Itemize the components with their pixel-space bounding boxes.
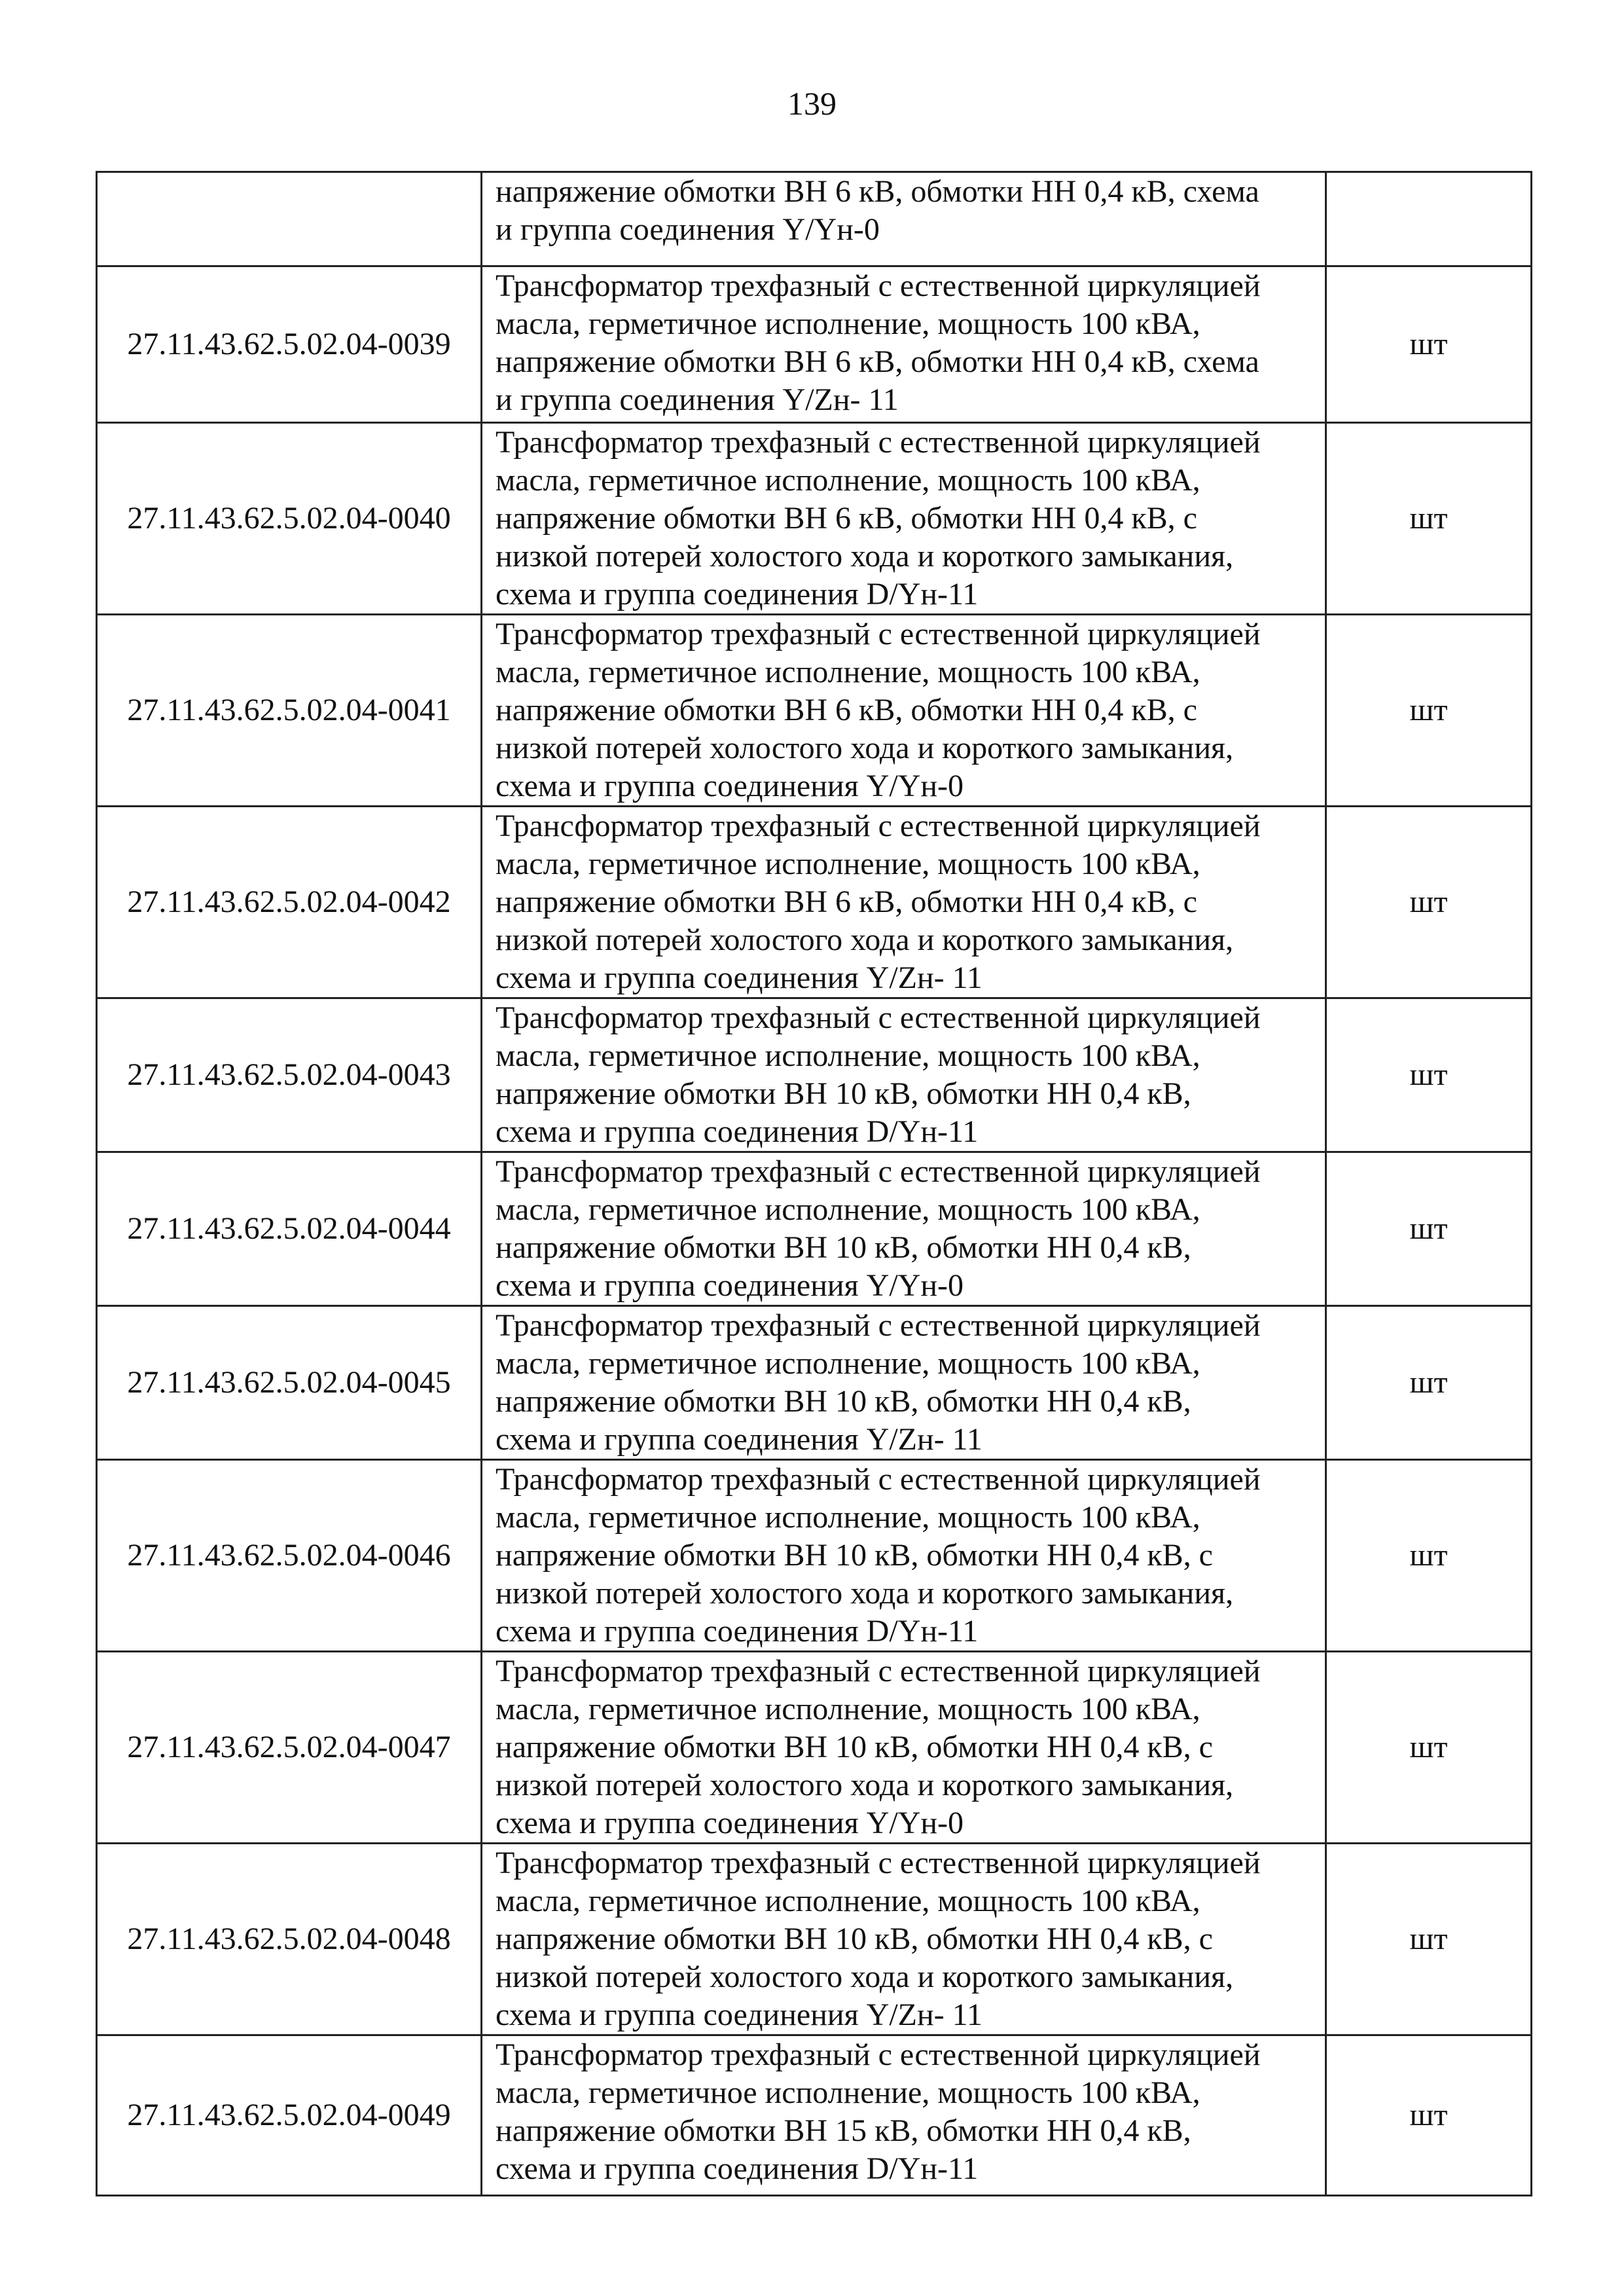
unit-cell: шт (1326, 1460, 1532, 1652)
table-row (97, 1652, 1532, 1844)
description-line: низкой потерей холостого хода и короткого замыкания, (496, 1959, 1234, 1994)
unit-cell (1326, 172, 1532, 266)
table-row (97, 423, 1532, 615)
code-cell: 27.11.43.62.5.02.04-0043 (97, 998, 482, 1152)
code-cell: 27.11.43.62.5.02.04-0042 (97, 807, 482, 998)
unit-cell: шт (1326, 807, 1532, 998)
description-cell (482, 423, 1326, 615)
spec-table-body (97, 172, 1532, 2196)
description-line: и группа соединения Y/Zн- 11 (496, 382, 899, 417)
description-line: схема и группа соединения Y/Zн- 11 (496, 1997, 983, 2032)
code-cell: 27.11.43.62.5.02.04-0039 (97, 266, 482, 423)
unit-cell: шт (1326, 1152, 1532, 1306)
description-line: масла, герметичное исполнение, мощность 100 кВА, (496, 655, 1200, 689)
description-cell (482, 807, 1326, 998)
description-line: напряжение обмотки ВН 15 кВ, обмотки НН 0,4 кВ, (496, 2113, 1191, 2148)
description-cell (482, 998, 1326, 1152)
code-cell: 27.11.43.62.5.02.04-0041 (97, 615, 482, 807)
description-line: схема и группа соединения Y/Yн-0 (496, 1806, 964, 1840)
description-line: схема и группа соединения Y/Yн-0 (496, 769, 964, 803)
description-cell (482, 2035, 1326, 2196)
description-line: напряжение обмотки ВН 10 кВ, обмотки НН 0,4 кВ, с (496, 1730, 1213, 1764)
unit-cell: шт (1326, 1306, 1532, 1460)
code-cell: 27.11.43.62.5.02.04-0047 (97, 1652, 482, 1844)
description-line: Трансформатор трехфазный с естественной циркуляцией (496, 1846, 1261, 1880)
spec-table (96, 171, 1532, 2196)
description-line: Трансформатор трехфазный с естественной циркуляцией (496, 268, 1261, 303)
description-line: масла, герметичное исполнение, мощность 100 кВА, (496, 1884, 1200, 1918)
page-number: 139 (787, 85, 837, 122)
unit-cell: шт (1326, 1844, 1532, 2035)
description-line: масла, герметичное исполнение, мощность 100 кВА, (496, 2075, 1200, 2110)
code-cell: 27.11.43.62.5.02.04-0040 (97, 423, 482, 615)
unit-cell: шт (1326, 423, 1532, 615)
description-cell (482, 266, 1326, 423)
description-line: Трансформатор трехфазный с естественной циркуляцией (496, 2037, 1261, 2072)
description-line: Трансформатор трехфазный с естественной циркуляцией (496, 1154, 1261, 1189)
description-cell (482, 1652, 1326, 1844)
table-row (97, 172, 1532, 266)
table-row (97, 998, 1532, 1152)
description-line: напряжение обмотки ВН 6 кВ, обмотки НН 0,4 кВ, схема (496, 174, 1259, 209)
table-row (97, 615, 1532, 807)
description-cell (482, 1306, 1326, 1460)
table-row (97, 1460, 1532, 1652)
description-line: масла, герметичное исполнение, мощность 100 кВА, (496, 1692, 1200, 1726)
unit-cell: шт (1326, 266, 1532, 423)
table-row (97, 2035, 1532, 2196)
description-line: напряжение обмотки ВН 10 кВ, обмотки НН 0,4 кВ, (496, 1076, 1191, 1111)
table-row (97, 1306, 1532, 1460)
code-cell (97, 172, 482, 266)
description-line: масла, герметичное исполнение, мощность 100 кВА, (496, 1192, 1200, 1227)
description-line: напряжение обмотки ВН 10 кВ, обмотки НН 0,4 кВ, с (496, 1922, 1213, 1956)
description-line: низкой потерей холостого хода и короткого замыкания, (496, 731, 1234, 765)
description-line: и группа соединения Y/Yн-0 (496, 212, 880, 247)
unit-cell: шт (1326, 998, 1532, 1152)
description-line: напряжение обмотки ВН 10 кВ, обмотки НН 0,4 кВ, с (496, 1538, 1213, 1573)
description-line: масла, герметичное исполнение, мощность 100 кВА, (496, 1038, 1200, 1073)
description-line: напряжение обмотки ВН 10 кВ, обмотки НН 0,4 кВ, (496, 1230, 1191, 1265)
description-line: низкой потерей холостого хода и короткого замыкания, (496, 539, 1234, 574)
description-line: Трансформатор трехфазный с естественной циркуляцией (496, 425, 1261, 460)
description-cell (482, 615, 1326, 807)
description-line: схема и группа соединения Y/Zн- 11 (496, 1422, 983, 1457)
description-line: напряжение обмотки ВН 6 кВ, обмотки НН 0,4 кВ, с (496, 501, 1197, 536)
description-line: Трансформатор трехфазный с естественной циркуляцией (496, 809, 1261, 843)
description-line: напряжение обмотки ВН 6 кВ, обмотки НН 0,4 кВ, схема (496, 344, 1259, 379)
description-line: схема и группа соединения D/Yн-11 (496, 577, 979, 611)
description-line: схема и группа соединения D/Yн-11 (496, 1614, 979, 1649)
description-cell (482, 1844, 1326, 2035)
description-line: напряжение обмотки ВН 6 кВ, обмотки НН 0,4 кВ, с (496, 884, 1197, 919)
table-row (97, 1152, 1532, 1306)
description-line: Трансформатор трехфазный с естественной циркуляцией (496, 1462, 1261, 1497)
table-row (97, 807, 1532, 998)
description-line: масла, герметичное исполнение, мощность 100 кВА, (496, 306, 1200, 341)
code-cell: 27.11.43.62.5.02.04-0045 (97, 1306, 482, 1460)
description-line: схема и группа соединения Y/Zн- 11 (496, 960, 983, 995)
description-line: Трансформатор трехфазный с естественной циркуляцией (496, 1000, 1261, 1035)
description-cell (482, 172, 1326, 266)
description-cell (482, 1460, 1326, 1652)
unit-cell: шт (1326, 1652, 1532, 1844)
unit-cell: шт (1326, 615, 1532, 807)
description-line: низкой потерей холостого хода и короткого замыкания, (496, 922, 1234, 957)
code-cell: 27.11.43.62.5.02.04-0046 (97, 1460, 482, 1652)
code-cell: 27.11.43.62.5.02.04-0048 (97, 1844, 482, 2035)
description-line: масла, герметичное исполнение, мощность 100 кВА, (496, 1346, 1200, 1381)
description-line: Трансформатор трехфазный с естественной циркуляцией (496, 1308, 1261, 1343)
description-cell (482, 1152, 1326, 1306)
description-line: низкой потерей холостого хода и короткого замыкания, (496, 1576, 1234, 1611)
code-cell: 27.11.43.62.5.02.04-0049 (97, 2035, 482, 2196)
table-row (97, 1844, 1532, 2035)
description-line: Трансформатор трехфазный с естественной циркуляцией (496, 1654, 1261, 1688)
table-row (97, 266, 1532, 423)
description-line: схема и группа соединения D/Yн-11 (496, 2151, 979, 2186)
description-line: напряжение обмотки ВН 6 кВ, обмотки НН 0,4 кВ, с (496, 693, 1197, 727)
description-line: схема и группа соединения Y/Yн-0 (496, 1268, 964, 1303)
description-line: масла, герметичное исполнение, мощность 100 кВА, (496, 463, 1200, 498)
description-line: масла, герметичное исполнение, мощность 100 кВА, (496, 847, 1200, 881)
description-line: масла, герметичное исполнение, мощность 100 кВА, (496, 1500, 1200, 1535)
description-line: схема и группа соединения D/Yн-11 (496, 1114, 979, 1149)
description-line: Трансформатор трехфазный с естественной циркуляцией (496, 617, 1261, 651)
code-cell: 27.11.43.62.5.02.04-0044 (97, 1152, 482, 1306)
description-line: напряжение обмотки ВН 10 кВ, обмотки НН 0,4 кВ, (496, 1384, 1191, 1419)
unit-cell: шт (1326, 2035, 1532, 2196)
description-line: низкой потерей холостого хода и короткого замыкания, (496, 1768, 1234, 1802)
